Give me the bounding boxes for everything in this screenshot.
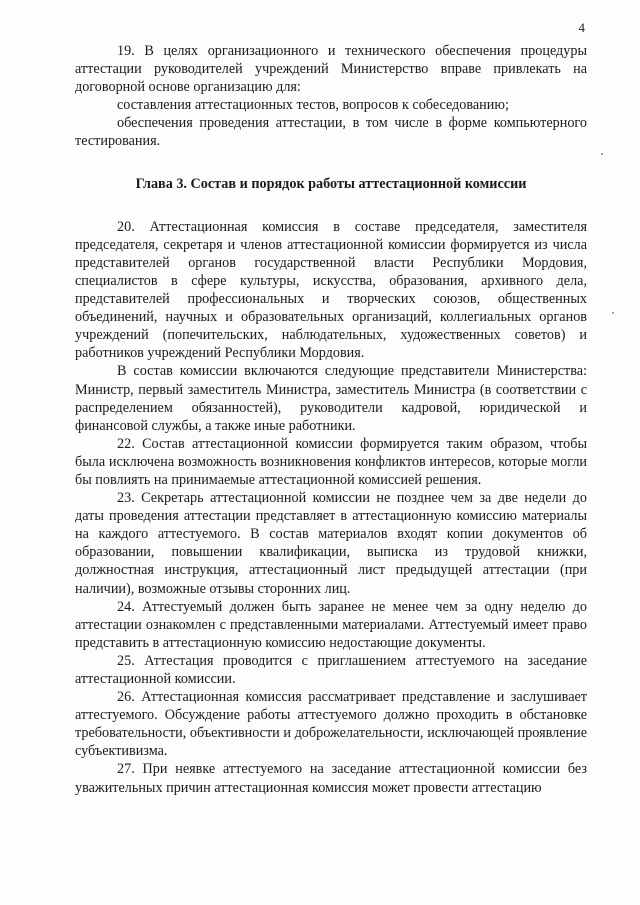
paragraph-23: 23. Секретарь аттестационной комиссии не позднее чем за две недели до даты проведения аттестации представляет в аттестационную комиссию материалы на каждого аттестуемого. В состав материалов входят копии документов об образовании, повышении квалификации, выписка из трудовой книжки, должностная инструкция, аттестационный лист предыдущей аттестации (при наличии), возможные отзывы сторонних лиц. xyxy=(75,490,587,597)
paragraph-25: 25. Аттестация проводится с приглашением аттестуемого на заседание аттестационной комиссии. xyxy=(75,652,587,687)
list-item-support: обеспечения проведения аттестации, в том числе в форме компьютерного тестирования. xyxy=(75,115,587,150)
chapter-heading: Глава 3. Состав и порядок работы аттестационной комиссии xyxy=(135,175,527,192)
scan-speck xyxy=(601,153,603,155)
paragraph-26: 26. Аттестационная комиссия рассматривает представление и заслушивает аттестуемого. Обсуждение работы аттестуемого должно проходить в обстановке требовательности, объективности и доброжелательности, исключающей проявление субъективизма. xyxy=(75,689,587,760)
paragraph-24: 24. Аттестуемый должен быть заранее не менее чем за одну неделю до аттестации ознакомлен с представленными материалами. Аттестуемый имеет право представить в аттестационную комиссию недостающие документы. xyxy=(75,598,587,651)
paragraph-27: 27. При неявке аттестуемого на заседание аттестационной комиссии без уважительных причин аттестационная комиссия может провести аттестацию xyxy=(75,761,587,796)
document-body xyxy=(75,42,587,797)
paragraph-21: В состав комиссии включаются следующие представители Министерства: Министр, первый заместитель Министра, заместитель Министра (в соответствии с распределением обязанностей), руководители кадровой, юридической и финансовой службы, а также иные работники. xyxy=(75,363,587,434)
paragraph-20: 20. Аттестационная комиссия в составе председателя, заместителя председателя, секретаря и членов аттестационной комиссии формируется из числа представителей органов государственной власти Республики Мордовия, специалистов в сфере культуры, искусства, образования, архивного дела, представителей профессиональных и творческих союзов, общественных объединений, научных и образовательных организаций, коллегиальных органов учреждений (попечительских, наблюдательных, художественных советов) и работников учреждений Республики Мордовия. xyxy=(75,218,587,362)
paragraph-22: 22. Состав аттестационной комиссии формируется таким образом, чтобы была исключена возможность возникновения конфликтов интересов, которые могли бы повлиять на принимаемые аттестационной комиссией решения. xyxy=(75,435,587,488)
paragraph-19: 19. В целях организационного и технического обеспечения процедуры аттестации руководителей учреждений Министерство вправе привлекать на договорной основе организацию для: xyxy=(75,43,587,96)
scan-speck xyxy=(612,312,614,314)
page-number: 4 xyxy=(578,20,585,35)
list-item-tests: составления аттестационных тестов, вопросов к собеседованию; xyxy=(117,97,509,114)
